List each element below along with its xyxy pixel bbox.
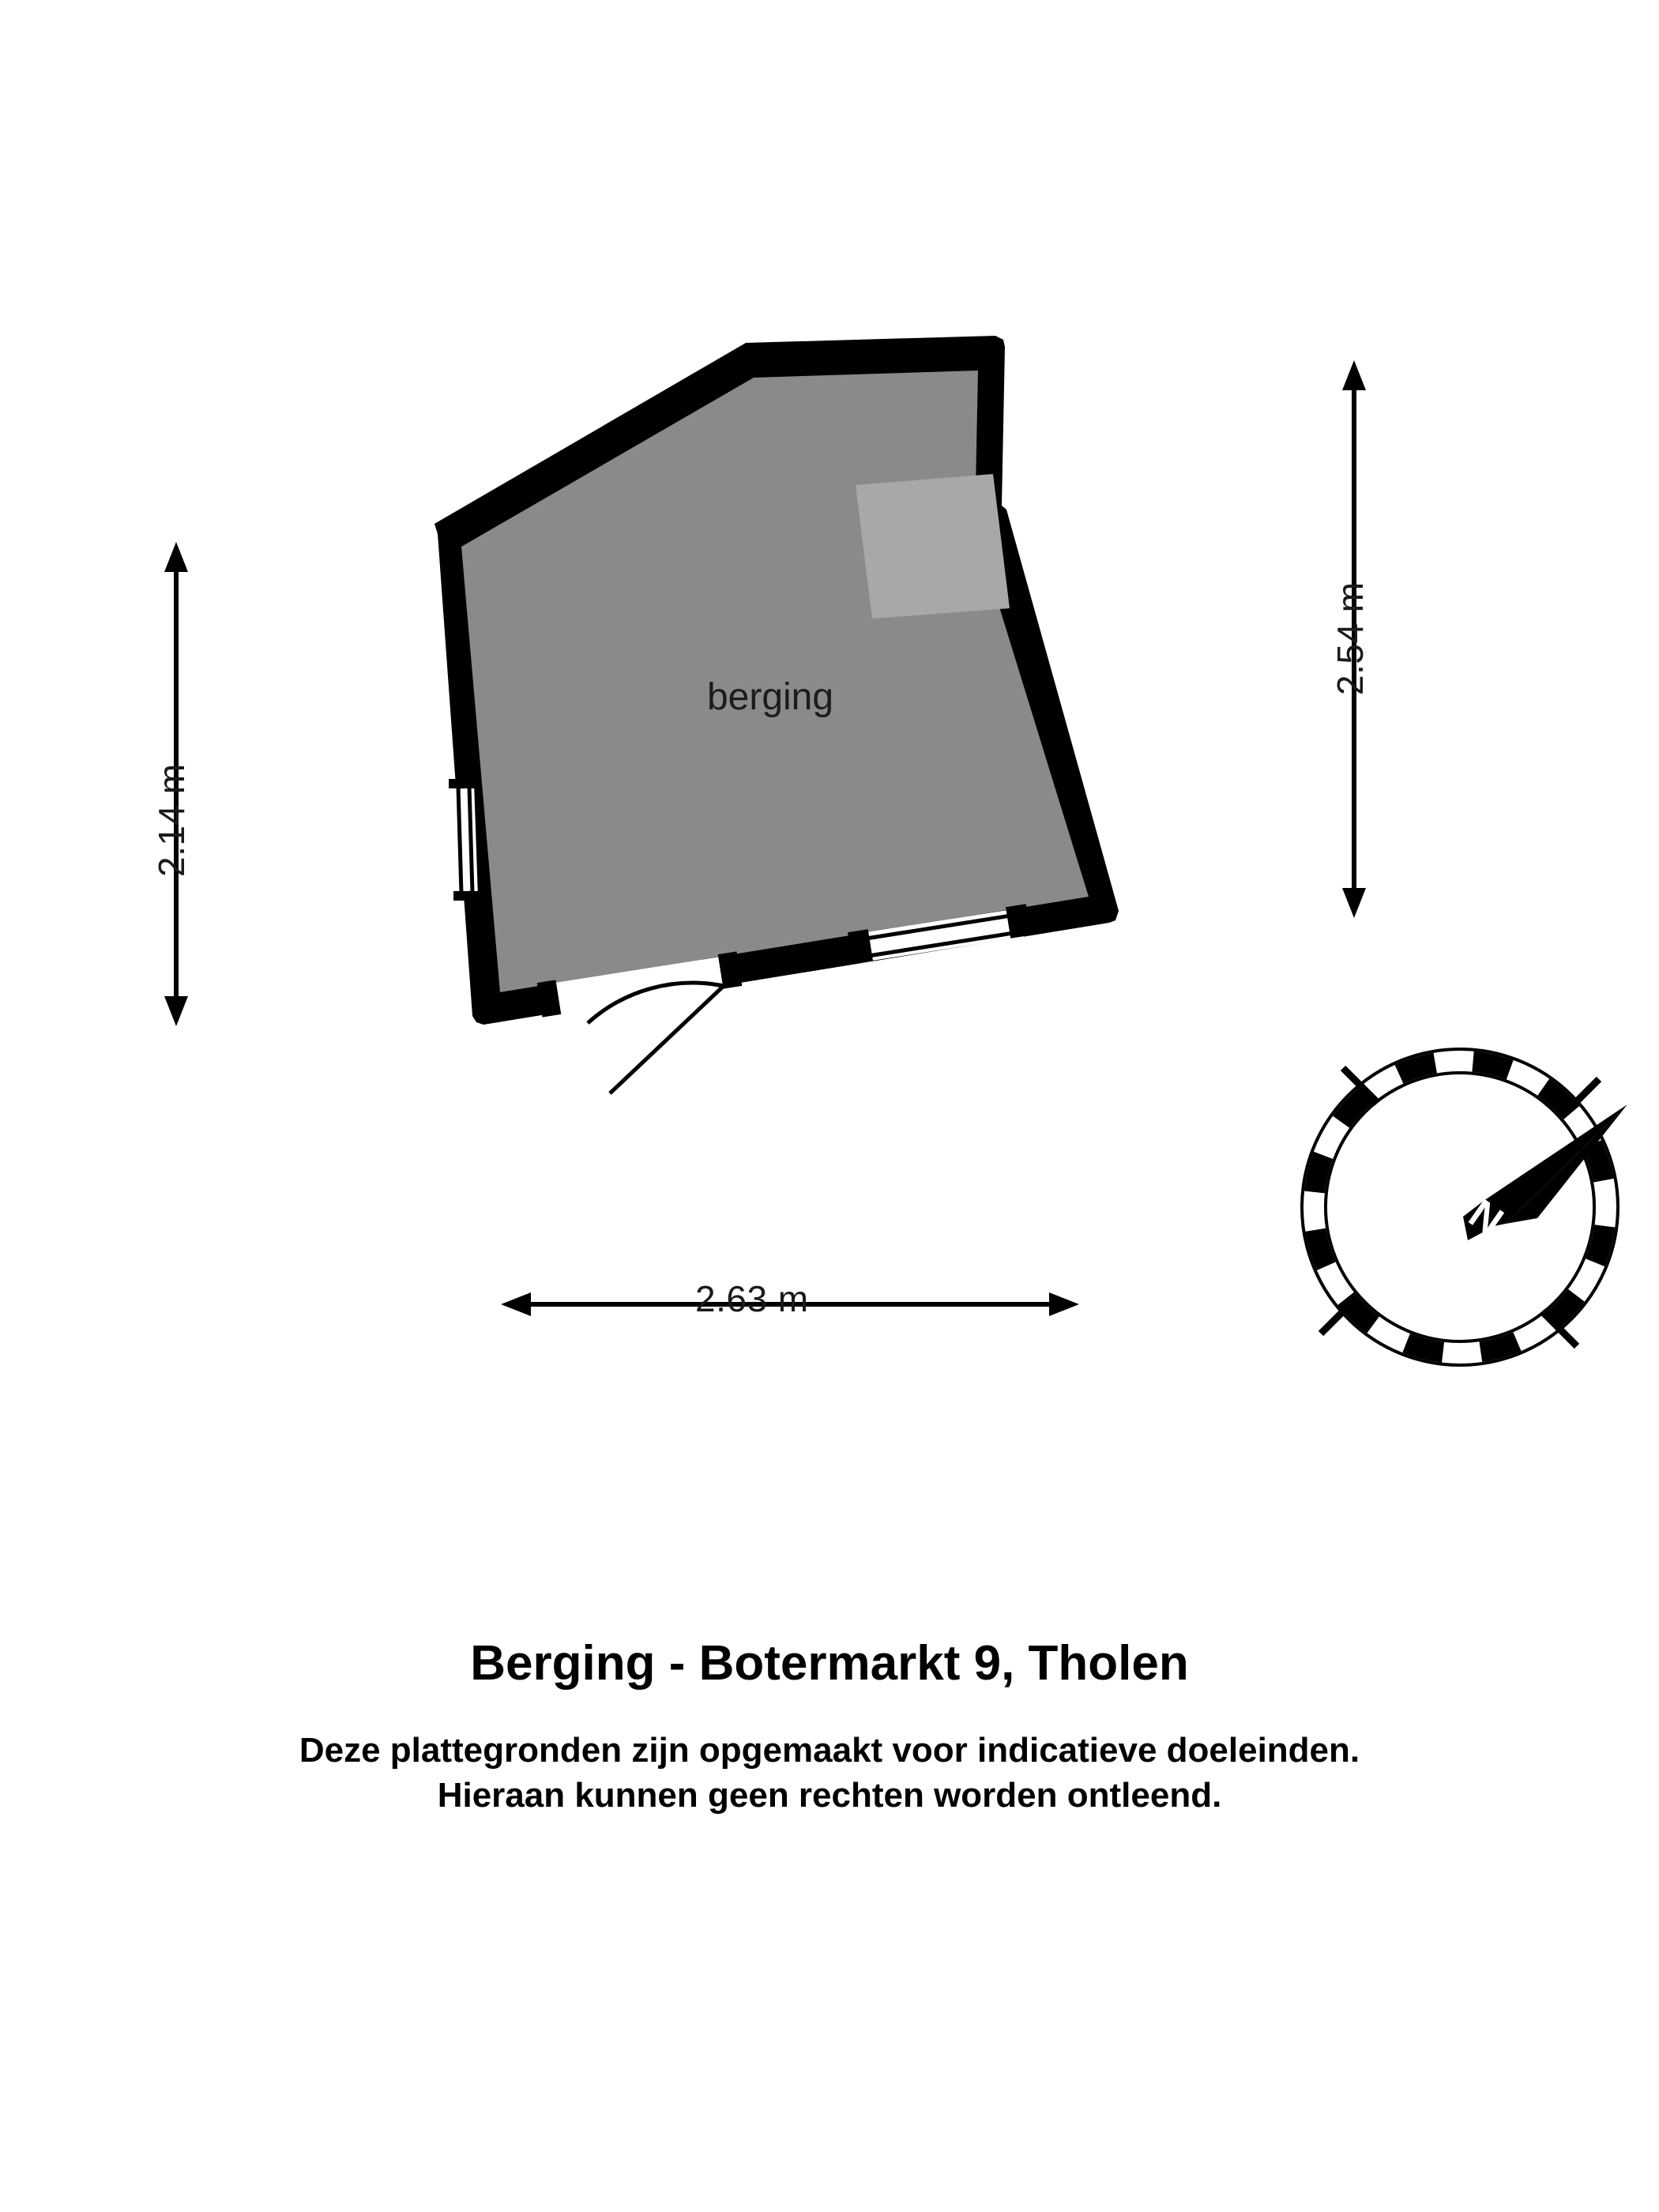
footer-disclaimer [0, 1728, 1659, 1818]
footer-title: Berging - Botermarkt 9, Tholen [470, 1636, 1189, 1691]
room-label-berging: berging [706, 676, 834, 718]
compass-north-letter: N [1460, 1191, 1511, 1246]
dimension-label-left: 2.14 m [151, 763, 192, 877]
compass-rose [1302, 1049, 1627, 1365]
floor-feature-block [856, 474, 1010, 619]
dimension-label-right: 2.54 m [1330, 581, 1371, 695]
disclaimer-line-1: Deze plattegronden zijn opgemaakt voor indicatieve doeleinden. [299, 1731, 1360, 1770]
footer [0, 1635, 1659, 1818]
disclaimer-line-2: Hieraan kunnen geen rechten worden ontleend. [437, 1776, 1222, 1815]
dimension-label-bottom: 2.63 m [695, 1278, 809, 1319]
